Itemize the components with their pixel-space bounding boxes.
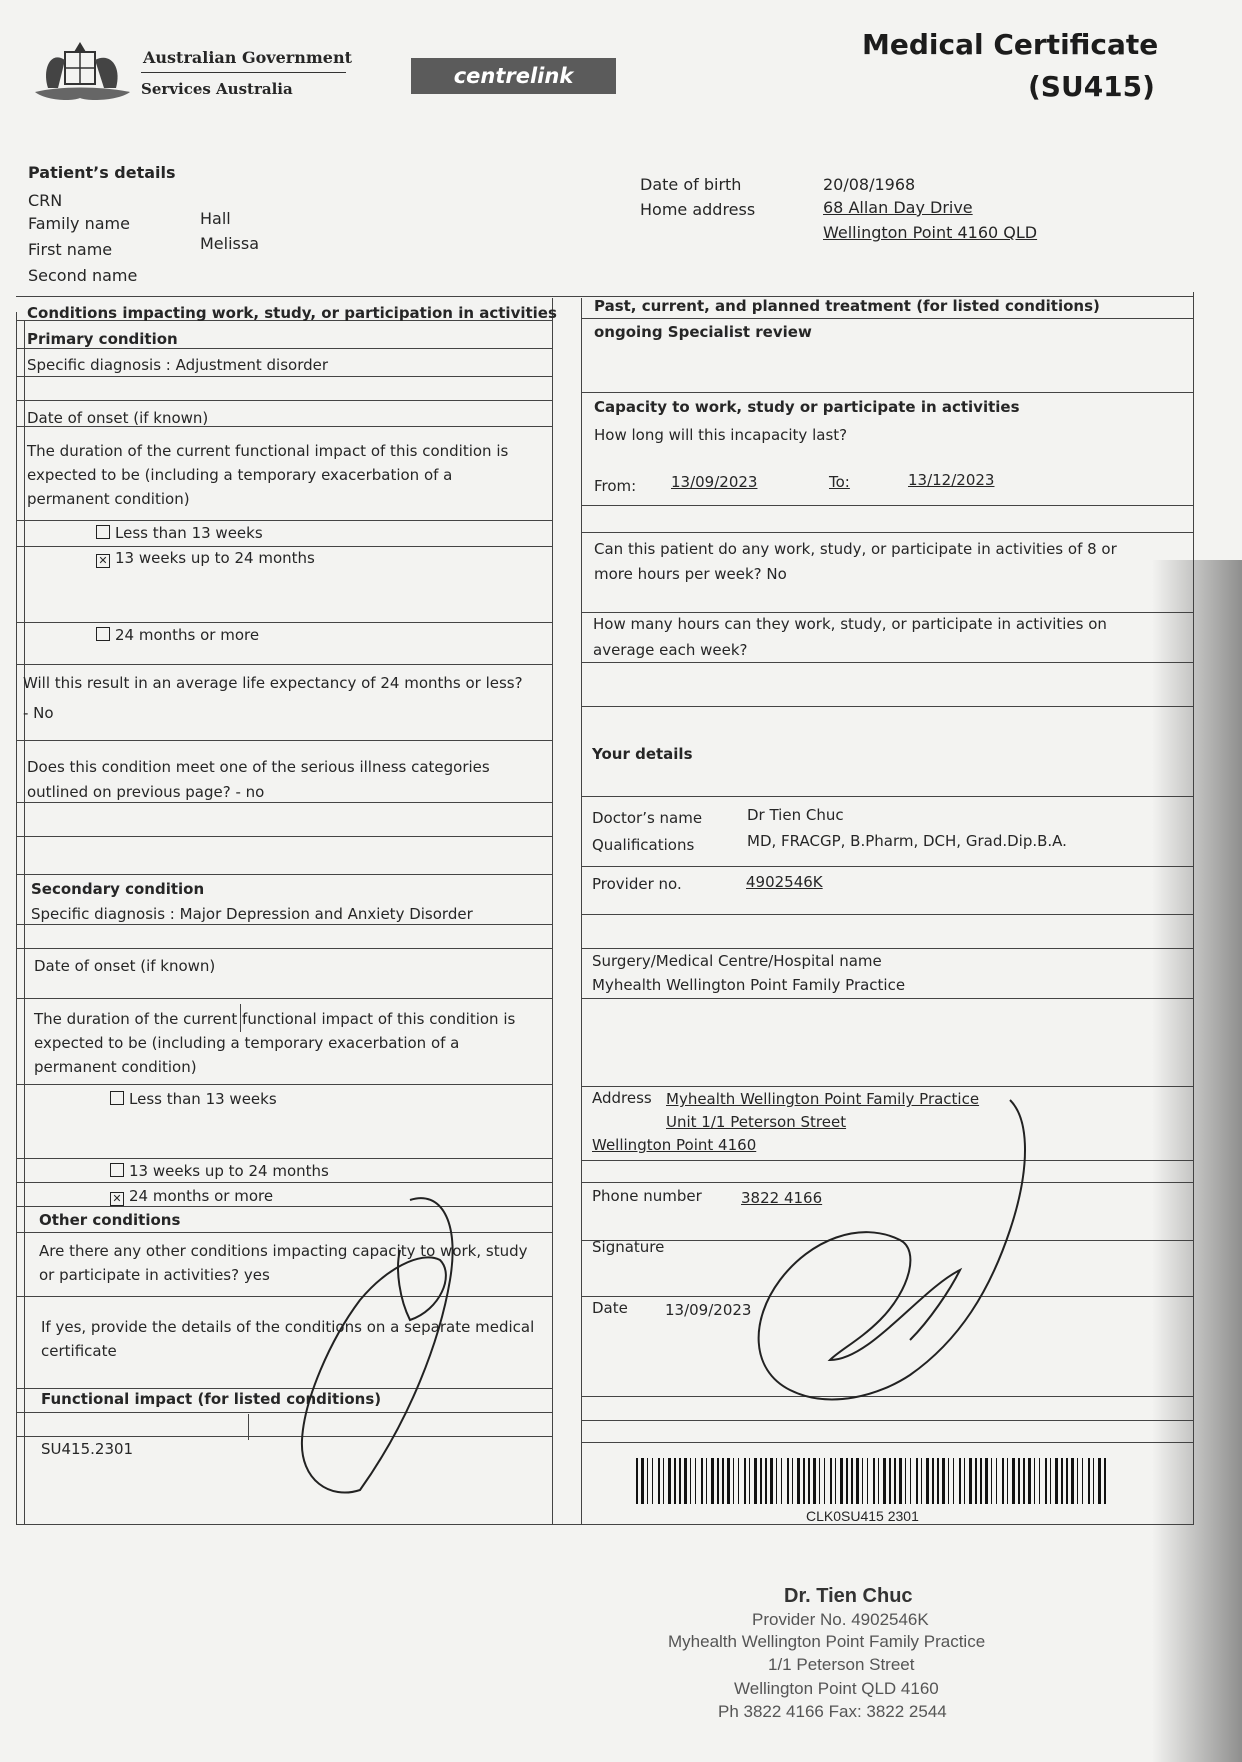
if-yes-instruction-1: If yes, provide the details of the conditions on a separate medical [41,1318,535,1336]
document-code: (SU415) [1028,70,1155,103]
checkbox[interactable] [110,1163,124,1177]
phone-label: Phone number [592,1187,702,1205]
stamp-doctor-name: Dr. Tien Chuc [784,1585,913,1607]
patient-details-title: Patient’s details [28,163,176,182]
primary-duration-question-1: The duration of the current functional impact of this condition is [27,442,509,460]
first-name-value: Melissa [200,234,260,253]
option-label: 13 weeks up to 24 months [115,549,315,567]
signature-scribble-left [290,1190,490,1500]
date-label: Date [592,1299,628,1317]
other-conditions-title: Other conditions [39,1211,181,1229]
option-label: 24 months or more [129,1187,274,1205]
doctor-address-label: Address [592,1089,652,1107]
family-name-value: Hall [200,209,231,228]
secondary-onset-label: Date of onset (if known) [34,957,216,975]
can-work-question-2: more hours per week? No [594,565,787,583]
can-work-question-1: Can this patient do any work, study, or participate in activities of 8 or [594,540,1117,558]
your-details-title: Your details [592,745,693,763]
if-yes-instruction-2: certificate [41,1342,117,1360]
checkbox[interactable]: ✕ [110,1192,124,1206]
government-name: Australian Government [143,48,352,67]
photo-shadow [1152,560,1242,1762]
secondary-condition-title: Secondary condition [31,880,205,898]
option-label: 24 months or more [115,626,260,644]
secondary-duration-question-1: The duration of the current functional impact of this condition is [34,1010,516,1028]
home-address-label: Home address [640,200,756,219]
stamp-practice-name: Myhealth Wellington Point Family Practice [668,1632,986,1651]
first-name-label: First name [28,240,113,259]
option-label: 13 weeks up to 24 months [129,1162,329,1180]
home-address-line1: 68 Allan Day Drive [823,198,973,217]
primary-diagnosis: Specific diagnosis : Adjustment disorder [27,356,329,374]
option-label: Less than 13 weeks [129,1090,277,1108]
barcode-image [636,1458,1110,1504]
doctor-address-line3: Wellington Point 4160 [592,1136,757,1154]
capacity-title: Capacity to work, study or participate in activities [594,398,1020,416]
life-expectancy-answer: - No [23,704,54,722]
surgery-name-value: Myhealth Wellington Point Family Practice [592,976,906,994]
coat-of-arms-icon [30,40,135,110]
to-label: To: [829,473,850,491]
family-name-label: Family name [28,214,130,233]
crn-label: CRN [28,191,63,210]
secondary-option-13-weeks-24-months[interactable] [110,1162,329,1180]
functional-impact-title: Functional impact (for listed conditions) [41,1390,382,1408]
hours-question-1: How many hours can they work, study, or participate in activities on [593,615,1107,633]
provider-number-label: Provider no. [592,875,682,893]
secondary-option-less-13-weeks[interactable] [110,1090,277,1108]
header-rule [141,72,346,73]
phone-value: 3822 4166 [741,1189,823,1207]
to-date: 13/12/2023 [908,471,995,489]
hours-question-2: average each week? [593,641,748,659]
signature-scribble-right [730,1090,1050,1420]
doctor-address-line1: Myhealth Wellington Point Family Practice [666,1090,980,1108]
primary-option-13-weeks-24-months[interactable] [96,549,315,568]
how-long-question: How long will this incapacity last? [594,426,848,444]
surgery-name-label: Surgery/Medical Centre/Hospital name [592,952,882,970]
primary-option-less-13-weeks[interactable] [96,524,263,542]
secondary-duration-question-3: permanent condition) [34,1058,197,1076]
treatment-title: Past, current, and planned treatment (for listed conditions) [594,297,1100,315]
home-address-line2: Wellington Point 4160 QLD [823,223,1038,242]
serious-illness-question-1: Does this condition meet one of the serious illness categories [27,758,490,776]
doctor-name-label: Doctor’s name [592,809,703,827]
conditions-title: Conditions impacting work, study, or participation in activities [27,304,557,322]
agency-name: Services Australia [141,80,293,98]
stamp-suburb: Wellington Point QLD 4160 [734,1679,939,1698]
doctor-address-line2: Unit 1/1 Peterson Street [666,1113,847,1131]
stamp-provider-number: Provider No. 4902546K [752,1610,929,1629]
checkbox[interactable]: ✕ [96,554,110,568]
secondary-diagnosis: Specific diagnosis : Major Depression and Anxiety Disorder [31,905,473,923]
dob-value: 20/08/1968 [823,175,916,194]
provider-number-value: 4902546K [746,873,823,891]
checkbox[interactable] [96,627,110,641]
primary-duration-question-2: expected to be (including a temporary exacerbation of a [27,466,453,484]
treatment-value: ongoing Specialist review [594,323,812,341]
qualifications-value: MD, FRACGP, B.Pharm, DCH, Grad.Dip.B.A. [747,832,1067,850]
barcode-text: CLK0SU415 2301 [806,1508,919,1524]
secondary-option-24-months-plus[interactable] [110,1187,273,1206]
date-value: 13/09/2023 [665,1301,752,1319]
from-label: From: [594,477,637,495]
form-code: SU415.2301 [41,1440,134,1458]
checkbox[interactable] [110,1091,124,1105]
from-date: 13/09/2023 [671,473,758,491]
primary-condition-title: Primary condition [27,330,178,348]
option-label: Less than 13 weeks [115,524,263,542]
life-expectancy-question: Will this result in an average life expectancy of 24 months or less? [23,674,523,692]
checkbox[interactable] [96,525,110,539]
primary-duration-question-3: permanent condition) [27,490,190,508]
stamp-phone-fax: Ph 3822 4166 Fax: 3822 2544 [718,1702,947,1721]
centrelink-logo: centrelink [411,58,616,94]
signature-label: Signature [592,1238,665,1256]
secondary-duration-question-2: expected to be (including a temporary exacerbation of a [34,1034,460,1052]
stamp-street: 1/1 Peterson Street [768,1655,915,1674]
second-name-label: Second name [28,266,138,285]
document-title: Medical Certificate [862,28,1159,61]
primary-onset-label: Date of onset (if known) [27,409,209,427]
other-conditions-question-1: Are there any other conditions impacting capacity to work, study [39,1242,528,1260]
serious-illness-question-2: outlined on previous page? - no [27,783,265,801]
other-conditions-question-2: or participate in activities? yes [39,1266,270,1284]
qualifications-label: Qualifications [592,836,695,854]
doctor-name-value: Dr Tien Chuc [747,806,844,824]
primary-option-24-months-plus[interactable] [96,626,259,644]
dob-label: Date of birth [640,175,742,194]
